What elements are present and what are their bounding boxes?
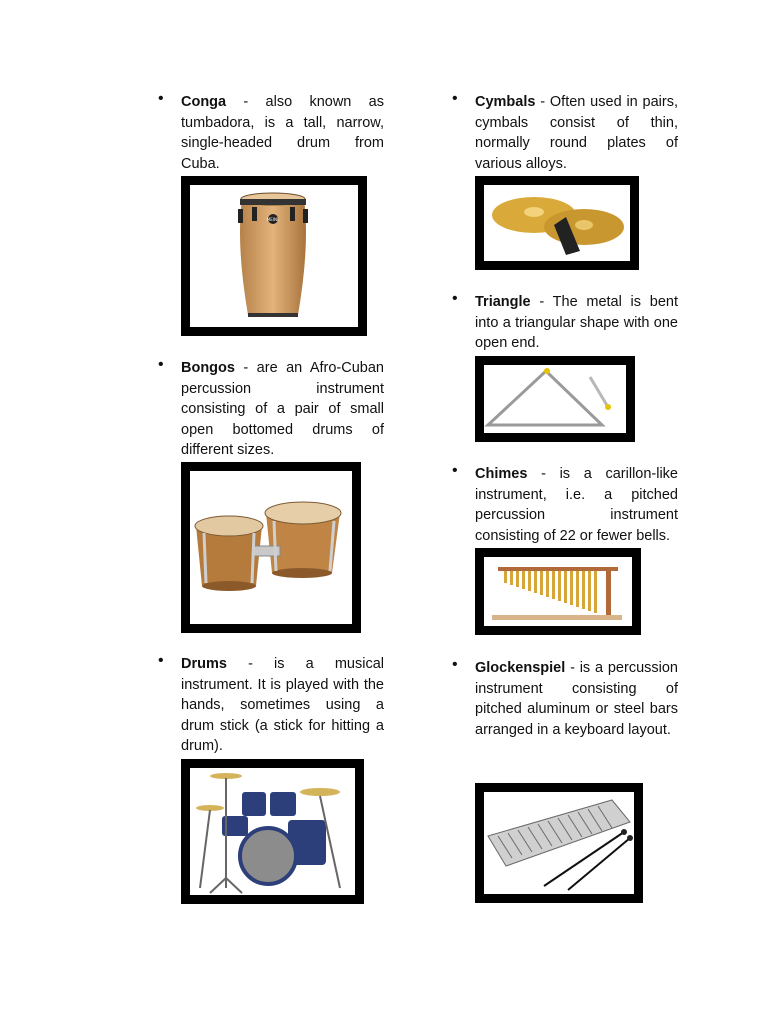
triangle-name: Triangle	[475, 294, 531, 310]
glockenspiel-description: Glockenspiel - is a percussion instrument consisting of pitched aluminum or steel bars arranged in a keyboard layout.	[475, 660, 678, 738]
drums-name: Drums	[181, 656, 227, 672]
conga-description: Conga - also known as tumbadora, is a tall, narrow, single-headed drum from Cuba.	[181, 94, 384, 172]
drums-item	[158, 652, 384, 757]
bullet: •	[158, 652, 164, 669]
glockenspiel-image	[475, 783, 643, 903]
drums-description: Drums - is a musical instrument. It is played with the hands, sometimes using a drum stick (a stick for hitting a drum).	[181, 656, 384, 755]
conga-logo: MEINL	[266, 217, 280, 222]
glockenspiel-drawing	[484, 792, 634, 894]
chimes-description: Chimes - is a carillon-like instrument, i.e. a pitched percussion instrument consisting of 22 or fewer bells.	[475, 466, 678, 544]
bongos-description: Bongos - are an Afro-Cuban percussion instrument consisting of a pair of small open bottomed drums of different sizes.	[181, 360, 384, 459]
triangle-image	[475, 356, 635, 442]
drums-image	[181, 759, 364, 904]
conga-name: Conga	[181, 94, 227, 110]
bullet: •	[158, 356, 164, 373]
triangle-drawing	[484, 365, 626, 433]
cymbals-image	[475, 176, 639, 270]
bongos-item	[158, 356, 384, 461]
bullet: •	[452, 462, 458, 479]
cymbals-item	[452, 90, 678, 174]
bongos-image	[181, 462, 361, 633]
drum-kit-drawing	[190, 768, 355, 895]
conga-image	[181, 176, 367, 336]
bullet: •	[158, 90, 164, 107]
bullet: •	[452, 90, 458, 107]
chime-tubes	[504, 571, 597, 613]
chimes-name: Chimes	[475, 466, 528, 482]
bullet: •	[452, 290, 458, 307]
triangle-description: Triangle - The metal is bent into a triangular shape with one open end.	[475, 294, 678, 352]
bongos-name: Bongos	[181, 360, 235, 376]
chimes-drawing	[484, 557, 632, 626]
cymbals-description: Cymbals - Often used in pairs, cymbals consist of thin, normally round plates of various alloys.	[475, 94, 678, 172]
bongos-drawing	[190, 471, 352, 624]
cymbals-drawing	[484, 185, 630, 261]
conga-drawing	[190, 185, 358, 327]
chimes-item	[452, 462, 678, 546]
glockenspiel-name: Glockenspiel	[475, 660, 566, 676]
cymbals-name: Cymbals	[475, 94, 536, 110]
glockenspiel-item	[452, 656, 678, 740]
conga-item	[158, 90, 384, 174]
chimes-image	[475, 548, 641, 635]
bullet: •	[452, 656, 458, 673]
triangle-item	[452, 290, 678, 354]
